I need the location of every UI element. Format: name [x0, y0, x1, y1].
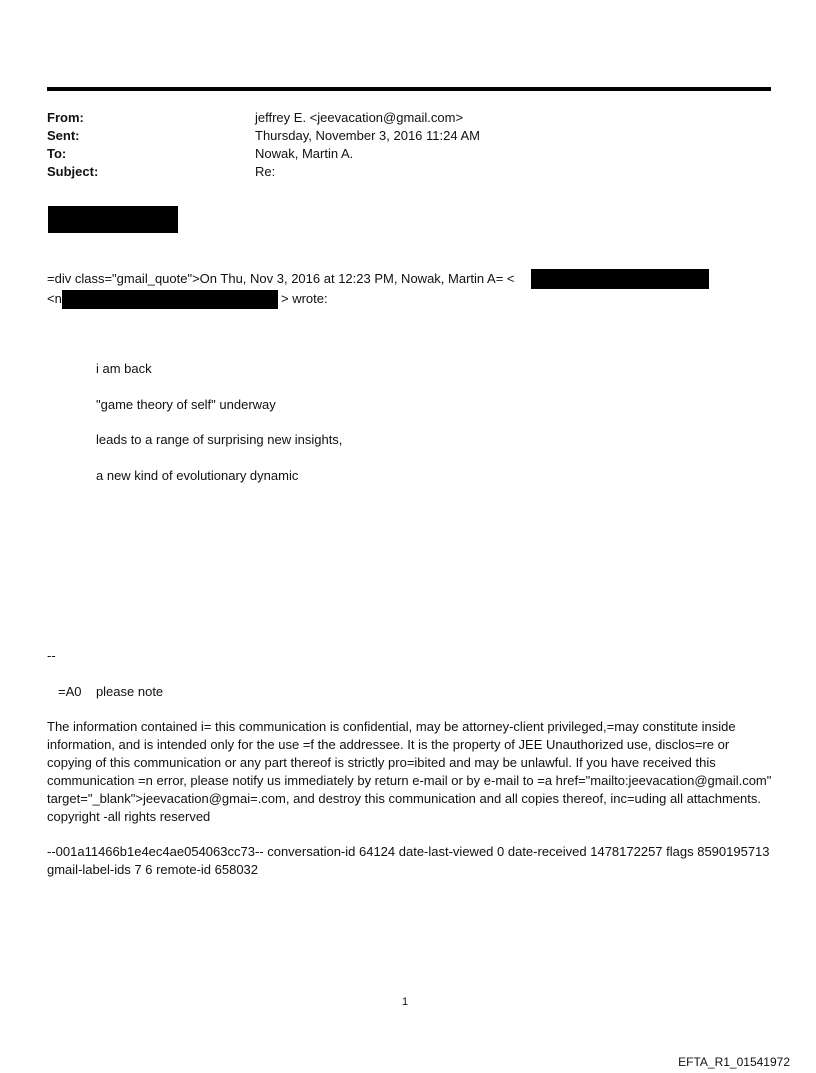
from-label: From: [47, 110, 84, 125]
redaction-block-2 [531, 269, 709, 289]
to-row [47, 145, 480, 163]
quote-line-2-suffix: > wrote: [281, 291, 328, 306]
signature-dashes: -- [47, 648, 56, 663]
email-header [47, 109, 480, 181]
body-line-1: i am back [96, 361, 152, 376]
body-line-3: leads to a range of surprising new insights, [96, 432, 343, 447]
redaction-block-1 [48, 206, 178, 233]
subject-row [47, 163, 480, 181]
from-value: jeffrey E. <jeevacation@gmail.com> [255, 110, 464, 125]
to-value: Nowak, Martin A. [255, 146, 354, 161]
body-line-4: a new kind of evolutionary dynamic [96, 468, 299, 483]
disclaimer-paragraph: The information contained i= this communication is confidential, may be attorney-client privileged,=may constitute inside information, and is intended only for the use =f the addressee. It is the property of JEE Unauthorized use, disclos=re or copying of this communication or any part thereof is strictly pro=ibited and may be unlawful. If you have received this communication =n error, please notify us immediately by return e-mail or by e-mail to =a href="mailto:jeevacation@gmail.com" target="_blank">jeevacation@gmai=.com, and destroy this communication and all copies thereof, inc=uding all attachments. copyright -all rights reserved [47, 719, 772, 824]
quote-line-1: =div class="gmail_quote">On Thu, Nov 3, 2016 at 12:23 PM, Nowak, Martin A= < [47, 271, 515, 286]
sent-label: Sent: [47, 128, 80, 143]
signature-note: =A0 please note [58, 684, 164, 699]
quote-line-2-prefix: <n [47, 291, 62, 306]
redaction-block-3 [62, 290, 278, 309]
to-label: To: [47, 146, 67, 161]
sent-row [47, 127, 480, 145]
metadata-line: --001a11466b1e4ec4ae054063cc73-- conversation-id 64124 date-last-viewed 0 date-received 1478172257 flags 8590195713 gmail-label-ids 7 6 remote-id 658032 [47, 844, 770, 877]
body-line-2: "game theory of self" underway [96, 397, 276, 412]
page-number: 1 [402, 996, 409, 1008]
subject-value: Re: [255, 164, 276, 179]
from-row [47, 109, 480, 127]
subject-label: Subject: [47, 164, 99, 179]
document-id: EFTA_R1_01541972 [678, 1055, 790, 1069]
sent-value: Thursday, November 3, 2016 11:24 AM [255, 128, 480, 143]
top-rule [47, 87, 771, 91]
